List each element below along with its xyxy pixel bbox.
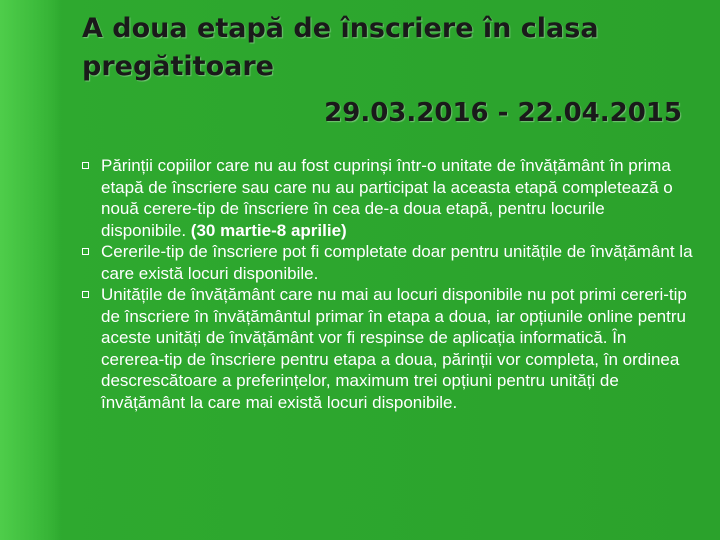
slide-title (82, 10, 702, 86)
bullet-item (82, 241, 694, 284)
bullet-text: Cererile-tip de înscriere pot fi completate doar pentru unitățile de învățământ la care există locuri disponibile. (101, 242, 693, 283)
bullet-item (82, 284, 694, 413)
square-bullet-icon (82, 162, 89, 169)
title-line-2: pregătitoare (82, 51, 274, 82)
bullet-item (82, 155, 694, 241)
title-date-range: 29.03.2016 - 22.04.2015 (324, 98, 682, 128)
title-line-1: A doua etapă de înscriere în clasa (82, 13, 599, 44)
bullet-emphasis: (30 martie-8 aprilie) (190, 220, 347, 240)
bullet-text: Părinții copiilor care nu au fost cuprinși într-o unitate de învățământ în prima etapă de înscriere sau care nu au participat la aceasta etapă completează o nouă cerere-tip de înscriere în cea de-a doua etapă, pentru locurile disponibile. (101, 156, 673, 240)
left-gradient-bar (0, 0, 62, 540)
bullet-list (82, 155, 694, 413)
bullet-text: Unitățile de învățământ care nu mai au locuri disponibile nu pot primi cereri-tip de înscriere în învățământul primar în etapa a doua, iar opțiunile online pentru aceste unități de învățământ vor fi respinse de aplicația informatică. În cererea-tip de înscriere pentru etapa a doua, părinții vor completa, în ordinea descrescătoare a preferințelor, maximum trei opțiuni pentru unități de învățământ la care mai există locuri disponibile. (101, 285, 687, 412)
square-bullet-icon (82, 291, 89, 298)
square-bullet-icon (82, 248, 89, 255)
